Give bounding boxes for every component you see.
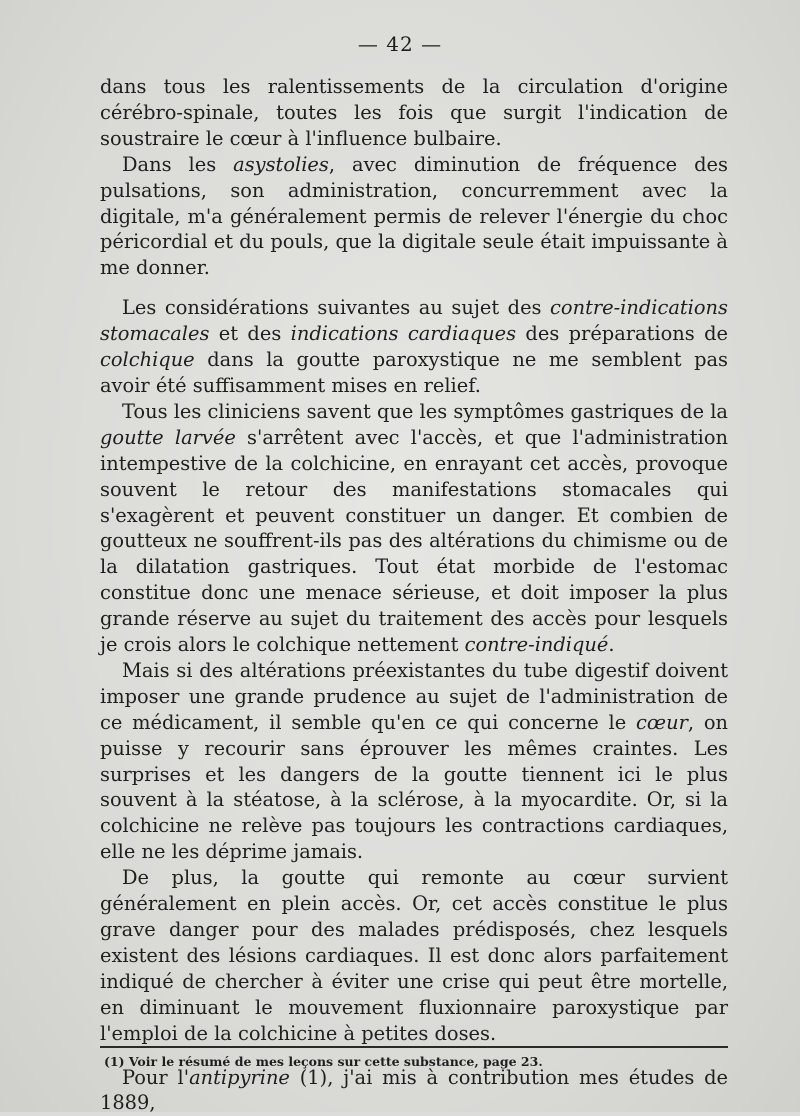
text-run: . [608, 633, 615, 657]
italic-text: colchique [100, 348, 195, 372]
text-run: s'arrêtent avec l'accès, et que l'administration intempestive de la colchicine, en enrayant cet accès, provoque souvent le retour des manifestations stomacales qui s'exagèrent et peuvent constituer un danger. Et combien de goutteux ne souffrent-ils pas des altérations du chimisme ou de la dilatation gastriques. Tout état morbide de l'estomac constitue donc une menace sérieuse, et doit imposer la plus grande réserve au sujet du traitement des accès pour lesquels je crois alors le colchique nettement [100, 425, 728, 657]
footnote: (1) Voir le résumé de mes leçons sur cette substance, page 23. [104, 1054, 543, 1069]
text-run: Mais si des altérations préexistantes du tube digestif doivent imposer une grande prudence au sujet de l'administration de ce médicament, il semble qu'en ce qui concerne le [100, 658, 728, 734]
text-run: des préparations de [516, 322, 728, 346]
text-run: Les considérations suivantes au sujet des [122, 296, 551, 320]
text-run: Tous les cliniciens savent que les symptômes gastriques de la [122, 399, 728, 423]
text-run: et des [209, 322, 291, 346]
paragraph-5 [100, 658, 728, 865]
page-number: — 42 — [357, 32, 443, 56]
text-run: (1), j'ai mis à contribution mes études de 1889, [100, 1065, 728, 1115]
italic-text: asystolies [233, 152, 329, 176]
paragraph-4 [100, 399, 728, 658]
italic-text: goutte larvée [100, 425, 236, 449]
paragraph-2 [100, 152, 728, 282]
text-run: dans tous les ralentissements de la circulation d'origine cérébro-spinale, toutes les fois que surgit l'indication de soustraire le cœur à l'influence bulbaire. [100, 75, 728, 150]
paragraph-3 [100, 295, 728, 399]
italic-text: cœur [636, 710, 688, 734]
italic-text: contre-indiqué [464, 633, 609, 657]
body-text [100, 74, 728, 1116]
text-run: De plus, la goutte qui remonte au cœur survient généralement en plein accès. Or, cet accès constitue le plus grave danger pour des malades prédisposés, chez lesquels existent des lésions cardiaques. Il est donc alors parfaitement indiqué de chercher à éviter une crise qui peut être mortelle, en diminuant le mouvement fluxionnaire paroxystique par l'emploi de la colchicine à petites doses. [100, 866, 728, 1045]
paragraph-1 [100, 74, 728, 152]
text-run: dans la goutte paroxystique ne me semblent pas avoir été suffisamment mises en relief. [100, 348, 728, 397]
paragraph-7 [100, 1065, 728, 1116]
italic-text: contre-indications stomacales [100, 296, 728, 346]
text-run: , on puisse y recourir sans éprouver les mêmes craintes. Les surprises et les dangers de la goutte tiennent ici le plus souvent à la stéatose, à la sclérose, à la myocardite. Or, si la colchicine ne relève pas toujours les contractions cardiaques, elle ne les déprime jamais. [100, 710, 728, 864]
paragraph-6 [100, 865, 728, 1046]
text-run: , avec diminution de fréquence des pulsations, son administration, concurremment avec la digitale, m'a généralement permis de relever l'énergie du choc péricordial et du pouls, que la digitale seule était impuissante à me donner. [100, 152, 728, 280]
footnote-divider [100, 1046, 728, 1048]
text-run: Pour l' [122, 1065, 190, 1089]
text-run: Dans les [122, 152, 234, 176]
italic-text: indications cardiaques [290, 322, 517, 346]
italic-text: antipyrine [189, 1065, 290, 1089]
